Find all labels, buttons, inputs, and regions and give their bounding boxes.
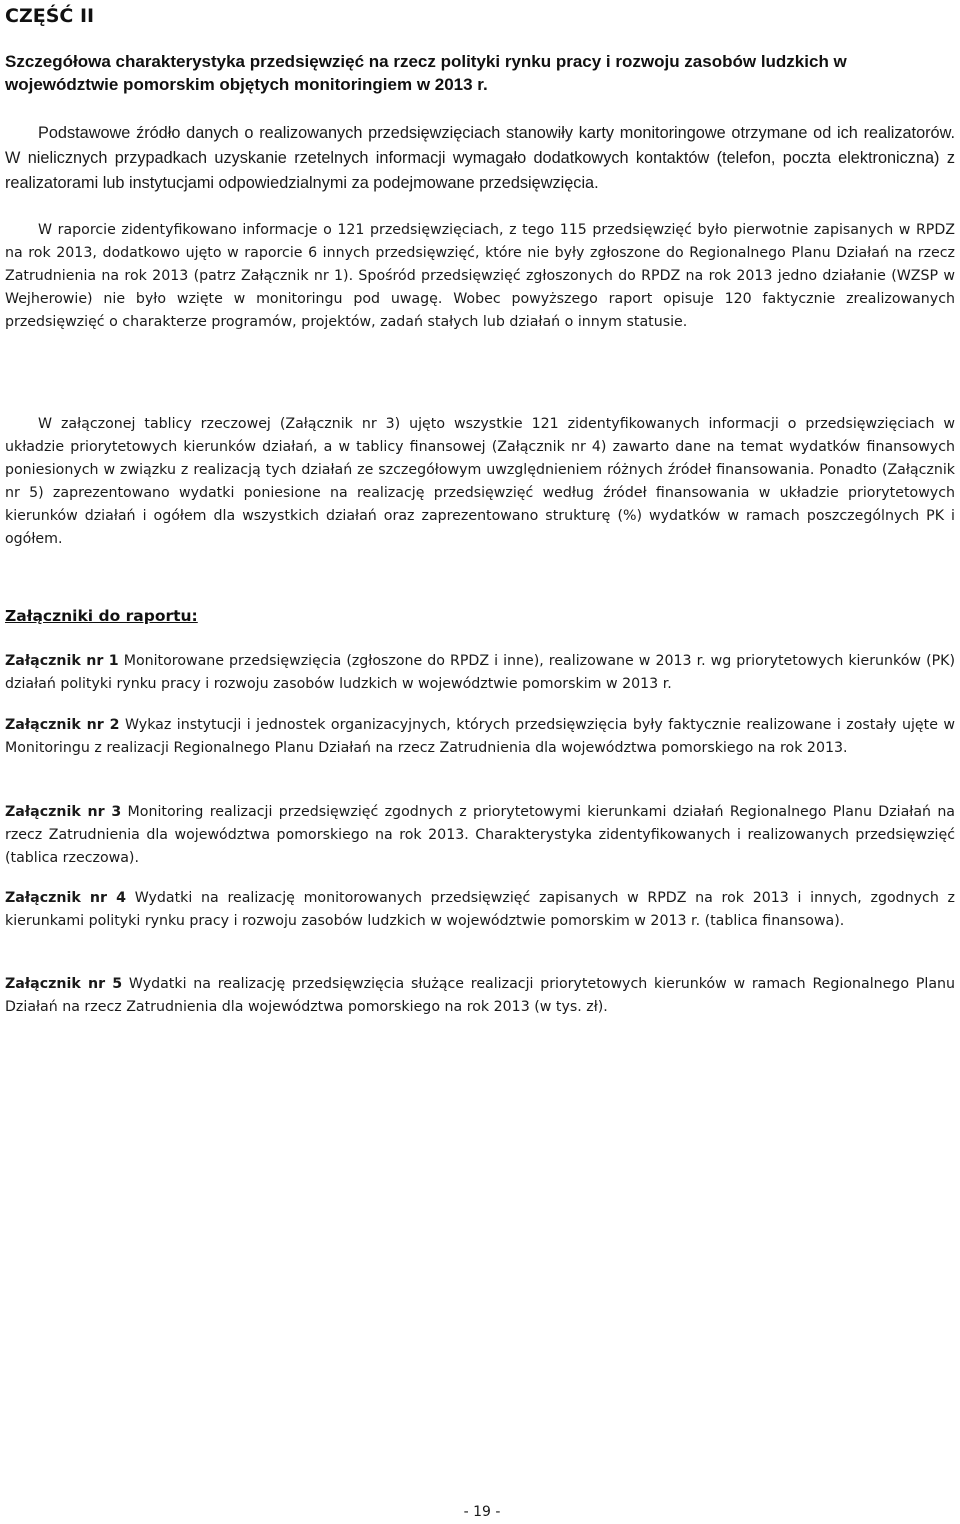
- intro-paragraph-part2: W nielicznych przypadkach uzyskanie rzetelnych informacji wymagało dodatkowych kontaktów (telefon, poczta elektroniczna) z realizatorami lub instytucjami odpowiedzialnymi za podejmowane przedsięwzięcia.: [5, 149, 955, 192]
- annex-text: Wydatki na realizację przedsięwzięcia służące realizacji priorytetowych kierunków w ramach Regionalnego Planu Działań na rzecz Zatrudnienia dla województwa pomorskiego na rok 2013 (w tys. zł).: [5, 976, 955, 1015]
- page-number: - 19 -: [463, 1504, 501, 1520]
- annex-label: Załącznik nr 2: [5, 717, 120, 733]
- annex-text: Wydatki na realizację monitorowanych przedsięwzięć zapisanych w RPDZ na rok 2013 i innych, zgodnych z kierunkami polityki rynku pracy i rozwoju zasobów ludzkich w województwie pomorskim w 2013 r. (tablica finansowa).: [5, 890, 955, 929]
- intro-paragraph: [5, 121, 955, 196]
- part-title: CZĘŚĆ II: [5, 5, 95, 27]
- annexes-heading: Załączniki do raportu:: [5, 607, 198, 625]
- annex-label: Załącznik nr 3: [5, 804, 122, 820]
- tables-paragraph: W załączonej tablicy rzeczowej (Załącznik nr 3) ujęto wszystkie 121 zidentyfikowanych informacji o przedsięwzięciach w układzie priorytetowych kierunków działań, a w tablicy finansowej (Załącznik nr 4) zawarto dane na temat wydatków finansowych poniesionych w związku z realizacją tych działań ze szczegółowym uwzględnieniem różnych źródeł finansowania. Ponadto (Załącznik nr 5) zaprezentowano wydatki poniesione na realizację przedsięwzięć według źródeł finansowania w układzie priorytetowych kierunków działań i ogółem dla wszystkich działań oraz zaprezentowano strukturę (%) wydatków w ramach poszczególnych PK i ogółem.: [5, 416, 955, 547]
- annex-item-1: [5, 650, 955, 696]
- annex-item-2: [5, 714, 955, 760]
- annex-label: Załącznik nr 5: [5, 976, 123, 992]
- intro-paragraph-part1: Podstawowe źródło danych o realizowanych przedsięwzięciach stanowiły karty monitoringowe otrzymane od ich realizatorów.: [38, 124, 955, 142]
- annex-text: Monitorowane przedsięwzięcia (zgłoszone do RPDZ i inne), realizowane w 2013 r. wg priorytetowych kierunków (PK) działań polityki rynku pracy i rozwoju zasobów ludzkich w województwie pomorskim w 2013 r.: [5, 653, 956, 692]
- section-title: Szczegółowa charakterystyka przedsięwzięć na rzecz polityki rynku pracy i rozwoju zasobów ludzkich w województwie pomorskim objętych monitoringiem w 2013 r.: [5, 52, 847, 94]
- annex-text: Monitoring realizacji przedsięwzięć zgodnych z priorytetowymi kierunkami działań Regionalnego Planu Działań na rzecz Zatrudnienia dla województwa pomorskiego na rok 2013. Charakterystyka zidentyfikowanych i realizowanych przedsięwzięć (tablica rzeczowa).: [5, 804, 955, 866]
- annex-label: Załącznik nr 1: [5, 653, 119, 669]
- report-paragraph: W raporcie zidentyfikowano informacje o 121 przedsięwzięciach, z tego 115 przedsięwzięć było pierwotnie zapisanych w RPDZ na rok 2013, dodatkowo ujęto w raporcie 6 innych przedsięwzięć, które nie były zgłoszone do Regionalnego Planu Działań na rzecz Zatrudnienia na rok 2013 (patrz Załącznik nr 1). Spośród przedsięwzięć zgłoszonych do RPDZ na rok 2013 jedno działanie (WZSP w Wejherowie) nie było wzięte w monitoringu pod uwagę. Wobec powyższego raport opisuje 120 faktycznie zrealizowanych przedsięwzięć o charakterze programów, projektów, zadań stałych lub działań o innym statusie.: [5, 222, 955, 330]
- annex-item-4: [5, 887, 955, 933]
- annex-label: Załącznik nr 4: [5, 890, 127, 906]
- annex-item-3: [5, 801, 955, 870]
- annex-text: Wykaz instytucji i jednostek organizacyjnych, których przedsięwzięcia były faktycznie realizowane i zostały ujęte w Monitoringu z realizacji Regionalnego Planu Działań na rzecz Zatrudnienia dla województwa pomorskiego na rok 2013.: [5, 717, 955, 756]
- annex-item-5: [5, 973, 955, 1019]
